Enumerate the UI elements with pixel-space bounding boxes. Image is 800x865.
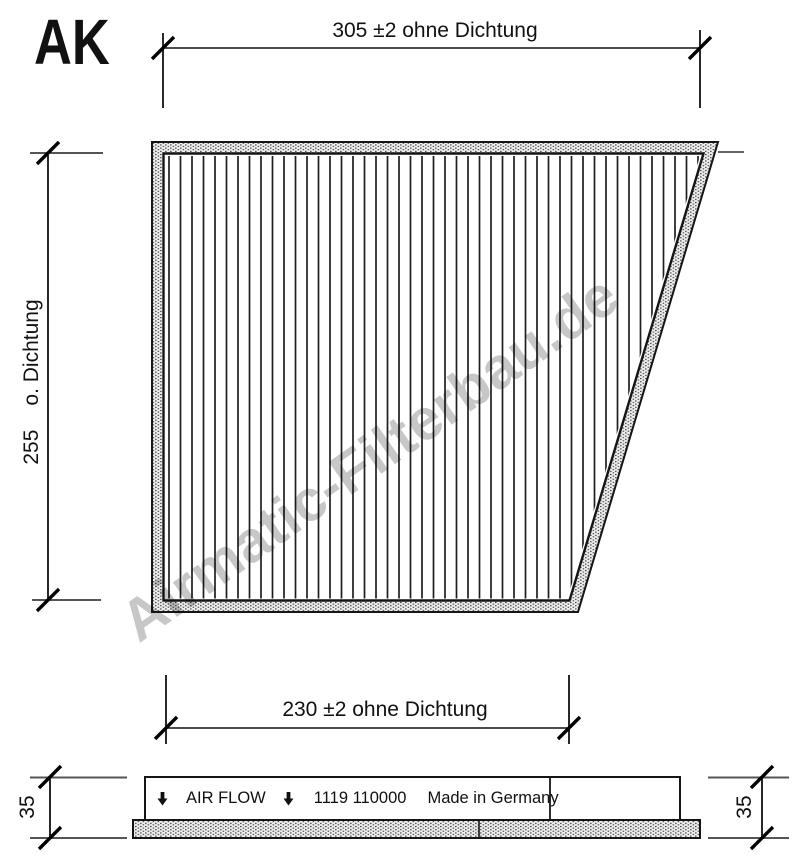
dim-left-label xyxy=(20,232,46,532)
dim-side-right-label: 35 xyxy=(733,795,756,819)
dim-side-left-label: 35 xyxy=(16,795,39,819)
part-number: 1119 110000 xyxy=(313,789,407,807)
made-in-germany-label: Made in Germany xyxy=(427,789,559,807)
down-arrow-icon xyxy=(157,792,168,806)
side-view-print xyxy=(145,777,680,820)
logo: AK xyxy=(34,6,110,78)
dim-top-label: 305 ±2 ohne Dichtung xyxy=(332,19,538,42)
air-flow-label: AIR FLOW xyxy=(186,789,266,807)
side-gasket-strip xyxy=(133,820,700,838)
dimension-side-left xyxy=(30,766,127,849)
down-arrow-icon xyxy=(283,792,294,806)
dim-left-suffix: o. Dichtung xyxy=(20,299,43,406)
dim-left-value: 255 xyxy=(20,429,43,465)
watermark: Airmatic-Filterbau.de xyxy=(109,262,631,655)
dim-bottom-label: 230 ±2 ohne Dichtung xyxy=(282,698,488,721)
